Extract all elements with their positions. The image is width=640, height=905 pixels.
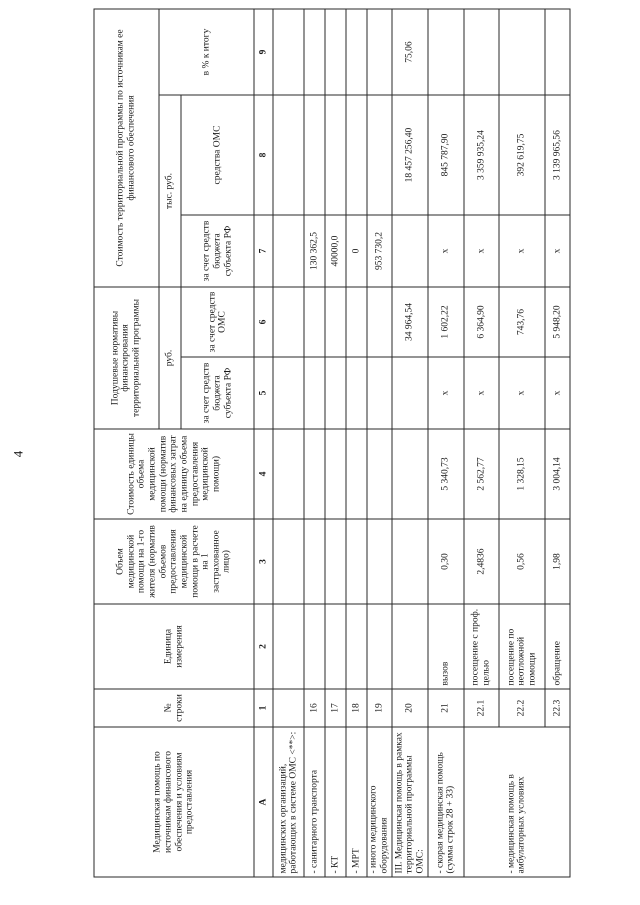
row-name: - скорая медицинская помощь (сумма строк 28 + 33) xyxy=(428,727,463,877)
header-unit-trub: тыс. руб. xyxy=(159,95,182,287)
row-v5: х xyxy=(499,357,545,429)
row-v6: 1 602,22 xyxy=(428,287,463,357)
col-number: 4 xyxy=(254,429,273,519)
header-col-5: за счет средств бюджета субъекта РФ xyxy=(181,357,254,429)
row-name: III. Медицинская помощь в рамках территориальной программы ОМС: xyxy=(392,727,428,877)
row-v9 xyxy=(545,9,570,95)
row-v5 xyxy=(392,357,428,429)
row-v4 xyxy=(273,429,304,519)
row-number: 22.2 xyxy=(499,689,545,727)
row-unit xyxy=(304,604,325,689)
row-v7 xyxy=(392,215,428,287)
row-v5 xyxy=(325,357,346,429)
row-v9 xyxy=(273,9,304,95)
table-row xyxy=(367,9,392,877)
col-number: 1 xyxy=(254,689,273,727)
row-v3 xyxy=(367,519,392,604)
row-v4: 5 340,73 xyxy=(428,429,463,519)
header-col-8: средства ОМС xyxy=(181,95,254,215)
header-col-2: Единица измерения xyxy=(94,604,254,689)
row-name: - КТ xyxy=(325,727,346,877)
row-v5: х xyxy=(428,357,463,429)
row-v8: 3 359 935,24 xyxy=(464,95,499,215)
row-v5: х xyxy=(464,357,499,429)
row-v3 xyxy=(325,519,346,604)
row-v3: 0,56 xyxy=(499,519,545,604)
row-v9 xyxy=(367,9,392,95)
row-unit xyxy=(367,604,392,689)
row-name: - санитарного транспорта xyxy=(304,727,325,877)
row-unit: вызов xyxy=(428,604,463,689)
header-col-9: в % к итогу xyxy=(159,9,255,95)
page-number: 4 xyxy=(10,450,26,458)
header-group-norm: Подушевые нормативы финансирования территориальной программы xyxy=(94,287,159,429)
row-v8: 392 619,75 xyxy=(499,95,545,215)
row-v3 xyxy=(346,519,367,604)
row-v3: 0,30 xyxy=(428,519,463,604)
row-v8: 845 787,90 xyxy=(428,95,463,215)
header-col-6: за счет средств ОМС xyxy=(181,287,254,357)
header-col-a: Медицинская помощь по источникам финансового обеспечения и условиям предоставления xyxy=(94,727,254,877)
row-number: 19 xyxy=(367,689,392,727)
row-v5 xyxy=(304,357,325,429)
row-v9 xyxy=(428,9,463,95)
row-v9 xyxy=(464,9,499,95)
row-v8: 18 457 256,40 xyxy=(392,95,428,215)
row-v4: 3 004,14 xyxy=(545,429,570,519)
row-v5 xyxy=(367,357,392,429)
row-unit: посещение по неотложной помощи xyxy=(499,604,545,689)
table-row xyxy=(325,9,346,877)
col-number: 7 xyxy=(254,215,273,287)
table-row xyxy=(392,9,428,877)
row-v8 xyxy=(304,95,325,215)
table-row xyxy=(428,9,463,877)
row-v5 xyxy=(273,357,304,429)
row-name: - медицинская помощь в амбулаторных условиях xyxy=(464,727,570,877)
row-v7: 0 xyxy=(346,215,367,287)
row-v3 xyxy=(304,519,325,604)
row-unit xyxy=(325,604,346,689)
row-number: 22.3 xyxy=(545,689,570,727)
row-v6: 743,76 xyxy=(499,287,545,357)
row-v6 xyxy=(346,287,367,357)
header-col-3: Объем медицинской помощи на 1-го жителя (норматив объемов предоставления медицинской помощи в расчете на 1 застрахованное лицо) xyxy=(94,519,254,604)
row-v9 xyxy=(304,9,325,95)
header-col-7: за счет средств бюджета субъекта РФ xyxy=(181,215,254,287)
row-v8: 3 139 965,56 xyxy=(545,95,570,215)
row-v6 xyxy=(273,287,304,357)
row-v7: х xyxy=(464,215,499,287)
row-v7 xyxy=(273,215,304,287)
table-row xyxy=(346,9,367,877)
row-v6 xyxy=(367,287,392,357)
row-v8 xyxy=(273,95,304,215)
row-v6: 34 964,54 xyxy=(392,287,428,357)
row-v8 xyxy=(346,95,367,215)
header-col-4: Стоимость единицы объема медицинской помощи (норматив финансовых затрат на единицу объема предоставления медицинской помощи) xyxy=(94,429,254,519)
col-number: 2 xyxy=(254,604,273,689)
row-v8 xyxy=(367,95,392,215)
row-v4 xyxy=(367,429,392,519)
column-number-row xyxy=(254,9,273,877)
row-unit xyxy=(392,604,428,689)
row-v4: 2 562,77 xyxy=(464,429,499,519)
financing-table xyxy=(94,9,571,878)
row-unit: обращение xyxy=(545,604,570,689)
row-unit xyxy=(346,604,367,689)
row-number: 20 xyxy=(392,689,428,727)
row-v6: 5 948,20 xyxy=(545,287,570,357)
row-number: 16 xyxy=(304,689,325,727)
row-v4 xyxy=(325,429,346,519)
col-number: 3 xyxy=(254,519,273,604)
row-name: - МРТ xyxy=(346,727,367,877)
header-col-1: № строки xyxy=(94,689,254,727)
row-name: медицинских организаций, работающих в системе ОМС <**>: xyxy=(273,727,304,877)
row-v3 xyxy=(273,519,304,604)
row-v7: 953 730,2 xyxy=(367,215,392,287)
row-v7: х xyxy=(499,215,545,287)
col-number: А xyxy=(254,727,273,877)
row-unit: посещение с проф. целью xyxy=(464,604,499,689)
row-v4 xyxy=(304,429,325,519)
row-v5: х xyxy=(545,357,570,429)
row-number: 22.1 xyxy=(464,689,499,727)
table-row xyxy=(464,9,499,877)
row-v7: 130 362,5 xyxy=(304,215,325,287)
row-number xyxy=(273,689,304,727)
row-v9 xyxy=(346,9,367,95)
row-number: 18 xyxy=(346,689,367,727)
row-v7: х xyxy=(428,215,463,287)
col-number: 9 xyxy=(254,9,273,95)
row-v6 xyxy=(325,287,346,357)
row-v7: 40000,0 xyxy=(325,215,346,287)
row-unit xyxy=(273,604,304,689)
row-number: 21 xyxy=(428,689,463,727)
row-v7: х xyxy=(545,215,570,287)
row-v3: 1,98 xyxy=(545,519,570,604)
rotated-table-sheet xyxy=(94,10,571,878)
row-v4: 1 328,15 xyxy=(499,429,545,519)
row-number: 17 xyxy=(325,689,346,727)
row-v9 xyxy=(499,9,545,95)
table-row xyxy=(304,9,325,877)
row-v6 xyxy=(304,287,325,357)
row-v5 xyxy=(346,357,367,429)
row-v6: 6 364,90 xyxy=(464,287,499,357)
col-number: 8 xyxy=(254,95,273,215)
row-v9 xyxy=(325,9,346,95)
row-v8 xyxy=(325,95,346,215)
col-number: 5 xyxy=(254,357,273,429)
header-group-cost: Стоимость территориальной программы по источникам ее финансового обеспечения xyxy=(94,9,159,287)
row-v3: 2,4836 xyxy=(464,519,499,604)
col-number: 6 xyxy=(254,287,273,357)
row-v4 xyxy=(346,429,367,519)
table-row xyxy=(273,9,304,877)
row-v4 xyxy=(392,429,428,519)
row-v9: 75,06 xyxy=(392,9,428,95)
header-unit-rub: руб. xyxy=(159,287,182,429)
row-name: - иного медицинского оборудования xyxy=(367,727,392,877)
row-v3 xyxy=(392,519,428,604)
